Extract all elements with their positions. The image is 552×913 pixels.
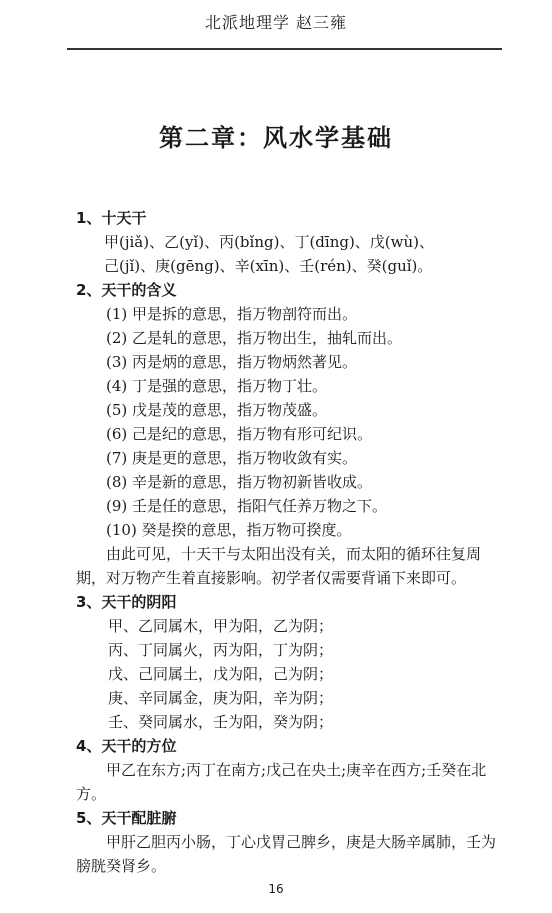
stem-list-line: 甲(jiǎ)、乙(yǐ)、丙(bǐng)、丁(dīng)、戊(wù)、 [104, 233, 435, 251]
direction-paragraph: 甲乙在东方;丙丁在南方;戊己在央土;庚辛在西方;壬癸在北方。 [76, 761, 487, 803]
yin-yang-line: 壬、癸同属水，壬为阳，癸为阴； [108, 713, 334, 731]
chapter-title: 第二章：风水学基础 [159, 123, 393, 152]
section-heading-5: 5、天干配脏腑 [76, 809, 177, 827]
yin-yang-line: 庚、辛同属金，庚为阳，辛为阴； [108, 689, 334, 707]
section-heading-2: 2、天干的含义 [76, 281, 177, 299]
summary-paragraph: 由此可见，十天干与太阳出没有关，而太阳的循环往复周期，对万物产生着直接影响。初学者仅需要背诵下来即可。 [76, 545, 482, 587]
yin-yang-line: 甲、乙同属木，甲为阳，乙为阴； [108, 617, 334, 635]
meaning-item: (8) 辛是新的意思，指万物初新皆收成。 [106, 473, 373, 491]
organ-paragraph: 甲肝乙胆丙小肠，丁心戊胃己脾乡，庚是大肠辛属肺，壬为膀胱癸肾乡。 [76, 833, 497, 875]
meaning-item: (1) 甲是拆的意思，指万物剖符而出。 [106, 305, 358, 323]
meaning-item: (10) 癸是揆的意思，指万物可揆度。 [106, 521, 352, 539]
section-heading-3: 3、天干的阴阳 [76, 593, 177, 611]
stem-list-line: 己(jǐ)、庚(gēng)、辛(xīn)、壬(rén)、癸(guǐ)。 [104, 257, 433, 275]
meaning-item: (4) 丁是强的意思，指万物丁壮。 [106, 377, 328, 395]
page-body [76, 206, 506, 878]
meaning-item: (7) 庚是更的意思，指万物收敛有实。 [106, 449, 358, 467]
meaning-item: (2) 乙是轧的意思，指万物出生，抽轧而出。 [106, 329, 403, 347]
running-header: 北派地理学 赵三雍 [204, 13, 348, 32]
section-heading-1: 1、十天干 [76, 209, 147, 227]
section-heading-4: 4、天干的方位 [76, 737, 177, 755]
meaning-item: (6) 己是纪的意思，指万物有形可纪识。 [106, 425, 373, 443]
header-rule [67, 48, 502, 50]
meaning-item: (9) 壬是任的意思，指阳气任养万物之下。 [106, 497, 388, 515]
meaning-item: (3) 丙是炳的意思，指万物炳然著见。 [106, 353, 358, 371]
page-number: 16 [268, 882, 284, 896]
yin-yang-line: 戊、己同属土，戊为阳，己为阴； [108, 665, 334, 683]
yin-yang-line: 丙、丁同属火，丙为阳，丁为阴； [108, 641, 334, 659]
meaning-item: (5) 戊是茂的意思，指万物茂盛。 [106, 401, 328, 419]
